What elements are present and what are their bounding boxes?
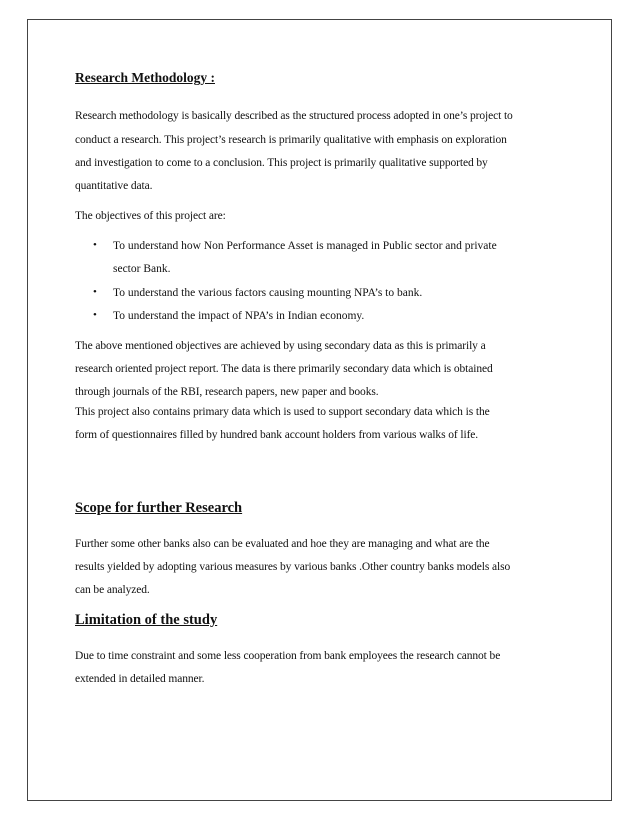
- research-methodology-heading: Research Methodology :: [75, 70, 215, 85]
- scope-line-1: Further some other banks also can be evaluated and hoe they are managing and what are the: [75, 538, 490, 550]
- objective-1-line-2: sector Bank.: [113, 263, 171, 275]
- methodology-line-2: conduct a research. This project’s research is primarily qualitative with emphasis on exploration: [75, 134, 507, 146]
- limitation-line-1: Due to time constraint and some less cooperation from bank employees the research cannot be: [75, 650, 501, 662]
- objective-1-line-1: To understand how Non Performance Asset is managed in Public sector and private: [113, 240, 497, 252]
- objective-3: To understand the impact of NPA’s in Indian economy.: [113, 310, 365, 322]
- achievement-line-2: research oriented project report. The data is there primarily secondary data which is obtained: [75, 363, 493, 375]
- objective-2: To understand the various factors causing mounting NPA’s to bank.: [113, 287, 423, 299]
- scope-line-2: results yielded by adopting various measures by various banks .Other country banks models also: [75, 561, 511, 573]
- limitation-heading: Limitation of the study: [75, 612, 218, 628]
- achievement-line-1: The above mentioned objectives are achieved by using secondary data as this is primarily a: [75, 340, 486, 352]
- achievement-line-5: form of questionnaires filled by hundred bank account holders from various walks of life.: [75, 429, 479, 441]
- methodology-line-1: Research methodology is basically described as the structured process adopted in one’s project to: [75, 110, 513, 122]
- achievement-line-3: through journals of the RBI, research papers, new paper and books.: [75, 386, 379, 398]
- methodology-line-3: and investigation to come to a conclusion. This project is primarily qualitative supported by: [75, 157, 488, 169]
- bullet-icon: •: [93, 286, 97, 298]
- bullet-icon: •: [93, 239, 97, 251]
- scope-heading: Scope for further Research: [75, 500, 243, 516]
- limitation-line-2: extended in detailed manner.: [75, 673, 205, 685]
- methodology-line-4: quantitative data.: [75, 180, 153, 192]
- objectives-intro: The objectives of this project are:: [75, 210, 226, 222]
- achievement-line-4: This project also contains primary data which is used to support secondary data which is the: [75, 406, 490, 418]
- bullet-icon: •: [93, 309, 97, 321]
- scope-line-3: can be analyzed.: [75, 584, 150, 596]
